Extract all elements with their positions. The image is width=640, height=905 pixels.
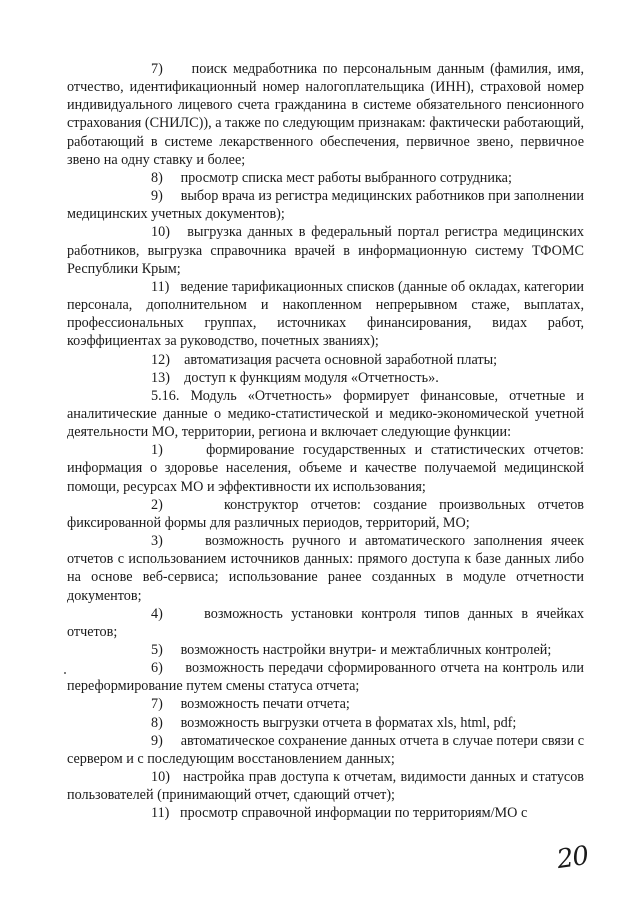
item-number: 13) bbox=[151, 369, 170, 386]
list-item bbox=[67, 732, 584, 768]
item-number: 8) bbox=[151, 169, 163, 186]
item-number: 11) bbox=[151, 278, 170, 295]
list-item bbox=[67, 714, 584, 732]
item-number: 8) bbox=[151, 714, 163, 731]
list-item bbox=[67, 532, 584, 605]
list-item bbox=[67, 441, 584, 495]
list-item bbox=[67, 695, 584, 713]
item-number: 7) bbox=[151, 61, 163, 77]
list-item bbox=[67, 369, 584, 387]
item-text: конструктор отчетов: создание произвольных отчетов фиксированной формы для различных периодов, территорий, МО; bbox=[67, 496, 584, 531]
item-text: доступ к функциям модуля «Отчетность». bbox=[184, 369, 439, 386]
section-text: Модуль «Отчетность» формирует финансовые, отчетные и аналитические данные о медико-статистической и медико-экономической учетной деятельности МО, территории, региона и включает следующие функции: bbox=[67, 387, 584, 441]
item-number: 4) bbox=[151, 605, 163, 622]
item-text: выгрузка данных в федеральный портал регистра медицинских работников, выгрузка справочника врачей в информационную систему ТФОМС Республики Крым; bbox=[67, 224, 584, 277]
list-item bbox=[67, 641, 584, 659]
list-item bbox=[67, 496, 584, 532]
list-item bbox=[67, 351, 584, 369]
item-text: возможность передачи сформированного отчета на контроль или переформирование путем смены статуса отчета; bbox=[67, 660, 584, 695]
item-number: 5) bbox=[151, 642, 163, 658]
item-number: 12) bbox=[151, 351, 170, 368]
list-item bbox=[67, 60, 584, 169]
item-number: 2) bbox=[151, 496, 163, 513]
item-number: 9) bbox=[151, 732, 163, 749]
item-text: ведение тарификационных списков (данные об окладах, категории персонала, дополнительном и накопленном непрерывном стаже, выплатах, профессиональных группах, источниках финансирования, видах работ, коэффициентах за руководство, почетных званиях); bbox=[67, 278, 584, 350]
item-number: 1) bbox=[151, 442, 163, 459]
item-number: 10) bbox=[151, 769, 170, 786]
item-text: возможность выгрузки отчета в форматах xls, html, pdf; bbox=[180, 714, 517, 731]
item-text: автоматическое сохранение данных отчета в случае потери связи с сервером и с последующим восстановлением данных; bbox=[67, 732, 584, 767]
item-text: возможность печати отчета; bbox=[180, 696, 350, 713]
item-text: возможность ручного и автоматического заполнения ячеек отчетов с использованием источников данных: прямого доступа к базе данных либо на основе веб-сервиса; использование ранее созданных в модуле отчетности документов; bbox=[67, 533, 584, 604]
list-item bbox=[67, 223, 584, 277]
item-number: 3) bbox=[151, 533, 163, 550]
item-text: поиск медработника по персональным данным (фамилия, имя, отчество, идентификационный номер налогоплательщика (ИНН), страховой номер индивидуального лицевого счета гражданина в системе обязательного пенсионного страхования (СНИЛС)), а также по следующим признакам: фактически работающий, работающий в системе лекарственного обеспечения, первичное звено, первичное звено на одну ставку и более; bbox=[67, 61, 585, 168]
item-number: 11) bbox=[151, 805, 170, 822]
section-number: 5.16. bbox=[151, 387, 180, 404]
section-paragraph bbox=[67, 387, 584, 441]
item-number: 9) bbox=[151, 188, 163, 205]
scan-speck bbox=[64, 672, 66, 674]
list-item bbox=[67, 804, 584, 822]
item-text: просмотр справочной информации по территориям/МО с bbox=[180, 805, 528, 822]
list-item bbox=[67, 768, 584, 804]
document-body bbox=[67, 60, 584, 823]
list-item bbox=[67, 605, 584, 641]
list-item bbox=[67, 187, 584, 223]
list-item bbox=[67, 169, 584, 187]
item-text: просмотр списка мест работы выбранного сотрудника; bbox=[180, 169, 512, 186]
item-text: возможность настройки внутри- и межтабличных контролей; bbox=[180, 642, 552, 658]
handwritten-page-number: 20 bbox=[554, 840, 590, 876]
item-number: 7) bbox=[151, 696, 163, 713]
item-text: возможность установки контроля типов данных в ячейках отчетов; bbox=[67, 605, 585, 640]
list-item bbox=[67, 659, 584, 695]
item-text: автоматизация расчета основной заработной платы; bbox=[184, 351, 498, 368]
item-text: выбор врача из регистра медицинских работников при заполнении медицинских учетных документов); bbox=[67, 188, 584, 223]
list-item bbox=[67, 278, 584, 351]
item-text: настройка прав доступа к отчетам, видимости данных и статусов пользователей (принимающий отчет, сдающий отчет); bbox=[67, 769, 585, 804]
item-text: формирование государственных и статистических отчетов: информация о здоровье населения, объеме и качестве получаемой медицинской помощи, ресурсах МО и эффективности их использования; bbox=[67, 442, 584, 495]
item-number: 10) bbox=[151, 224, 170, 241]
item-number: 6) bbox=[151, 660, 163, 677]
